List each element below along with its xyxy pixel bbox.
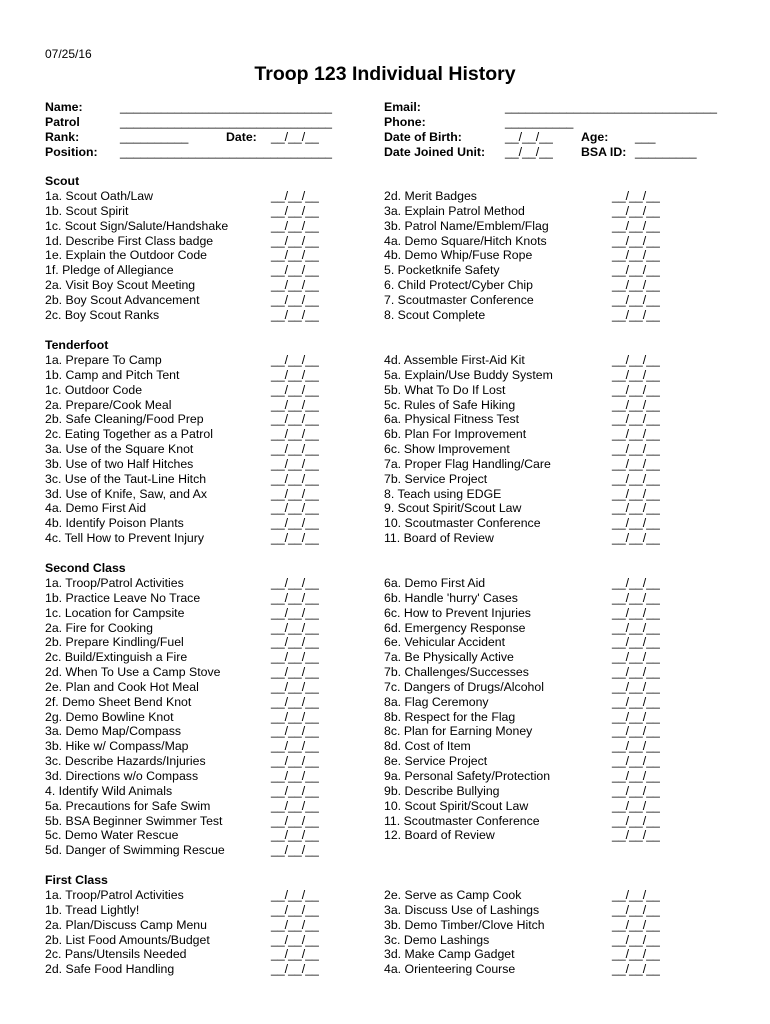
section-title: First Class <box>45 873 108 887</box>
date-completed-field[interactable]: __/__/__ <box>612 233 660 248</box>
date-completed-field[interactable]: __/__/__ <box>612 367 660 382</box>
date-completed-field[interactable]: __/__/__ <box>612 471 660 486</box>
requirement-label: 4a. Demo First Aid <box>45 501 147 516</box>
date-completed-field[interactable]: __/__/__ <box>612 590 660 605</box>
requirement-label: 1a. Troop/Patrol Activities <box>45 888 184 902</box>
requirement-label: 5d. Danger of Swimming Rescue <box>45 843 225 858</box>
date-completed-field[interactable]: __/__/__ <box>612 278 660 293</box>
requirement-label: 4a. Orienteering Course <box>384 962 516 977</box>
date-completed-field[interactable]: __/__/__ <box>271 263 319 278</box>
requirement-row <box>45 739 725 754</box>
date-completed-field[interactable]: __/__/__ <box>612 947 660 962</box>
requirement-label: 3c. Demo Lashings <box>384 932 490 947</box>
date-completed-field[interactable]: __/__/__ <box>271 724 319 739</box>
requirement-row <box>45 501 725 516</box>
document-date: 07/25/16 <box>45 47 92 61</box>
date-completed-field[interactable]: __/__/__ <box>612 442 660 457</box>
requirement-row <box>45 412 725 427</box>
requirement-label: 5. Pocketknife Safety <box>384 263 500 278</box>
requirement-label: 1a. Prepare To Camp <box>45 353 162 367</box>
requirement-row <box>45 457 725 472</box>
requirement-row <box>45 621 725 636</box>
requirement-label: 2e. Serve as Camp Cook <box>384 888 522 902</box>
requirement-label: 1c. Scout Sign/Salute/Handshake <box>45 218 229 233</box>
date-completed-field[interactable]: __/__/__ <box>612 783 660 798</box>
requirement-row <box>45 383 725 398</box>
date-completed-field[interactable]: __/__/__ <box>271 635 319 650</box>
requirement-label: 9a. Personal Safety/Protection <box>384 768 551 783</box>
requirement-row <box>45 353 725 368</box>
date-completed-field[interactable]: __/__/__ <box>612 635 660 650</box>
requirement-row <box>45 947 725 962</box>
requirement-label: 3c. Describe Hazards/Injuries <box>45 754 206 769</box>
email-field[interactable]: _______________________________ <box>505 100 718 114</box>
section-title: Tenderfoot <box>45 338 109 352</box>
requirement-label: 8b. Respect for the Flag <box>384 709 516 724</box>
requirement-label: 3b. Demo Timber/Clove Hitch <box>384 917 545 932</box>
requirement-label: 8d. Cost of Item <box>384 739 471 754</box>
requirement-label: 12. Board of Review <box>384 828 495 843</box>
requirement-row <box>45 784 725 799</box>
requirement-row <box>45 293 725 308</box>
position-label: Position: <box>45 145 98 159</box>
date-completed-field[interactable]: __/__/__ <box>612 203 660 218</box>
requirement-label: 2f. Demo Sheet Bend Knot <box>45 694 192 709</box>
date-completed-field[interactable]: __/__/__ <box>271 278 319 293</box>
requirement-label: 3a. Explain Patrol Method <box>384 203 525 218</box>
date-completed-field[interactable]: __/__/__ <box>612 576 660 590</box>
name-label: Name: <box>45 100 83 114</box>
requirement-label: 5b. BSA Beginner Swimmer Test <box>45 813 223 828</box>
date-completed-field[interactable]: __/__/__ <box>271 367 319 382</box>
date-completed-field[interactable]: __/__/__ <box>612 768 660 783</box>
requirement-row <box>45 263 725 278</box>
date-completed-field[interactable]: __/__/__ <box>612 486 660 501</box>
requirement-label: 6e. Vehicular Accident <box>384 635 505 650</box>
requirement-label: 6d. Emergency Response <box>384 620 526 635</box>
requirement-label: 4b. Identify Poison Plants <box>45 516 184 531</box>
date-completed-field[interactable]: __/__/__ <box>612 353 660 367</box>
requirement-label: 2g. Demo Bowline Knot <box>45 709 174 724</box>
date-completed-field[interactable]: __/__/__ <box>271 397 319 412</box>
date-completed-field[interactable]: __/__/__ <box>612 189 660 203</box>
date-completed-field[interactable]: __/__/__ <box>271 739 319 754</box>
date-completed-field[interactable]: __/__/__ <box>612 307 660 322</box>
position-field[interactable]: _______________________________ <box>120 145 333 159</box>
requirement-row <box>45 427 725 442</box>
date-completed-field[interactable]: __/__/__ <box>612 694 660 709</box>
requirement-label: 5c. Rules of Safe Hiking <box>384 397 516 412</box>
requirement-label: 11. Scoutmaster Conference <box>384 813 540 828</box>
requirement-row <box>45 248 725 263</box>
date-completed-field[interactable]: __/__/__ <box>271 307 319 322</box>
date-completed-field[interactable]: __/__/__ <box>271 486 319 501</box>
requirement-row <box>45 398 725 413</box>
date-completed-field[interactable]: __/__/__ <box>271 694 319 709</box>
date-completed-field[interactable]: __/__/__ <box>271 917 319 932</box>
date-completed-field[interactable]: __/__/__ <box>271 203 319 218</box>
requirement-label: 5a. Explain/Use Buddy System <box>384 367 553 382</box>
requirement-row <box>45 531 725 546</box>
email-label: Email: <box>384 100 421 114</box>
requirement-row <box>45 487 725 502</box>
date-completed-field[interactable]: __/__/__ <box>271 442 319 457</box>
requirement-row <box>45 591 725 606</box>
age-field[interactable]: ___ <box>635 130 656 144</box>
date-completed-field[interactable]: __/__/__ <box>271 679 319 694</box>
rank-field[interactable]: __________ <box>120 130 189 144</box>
date-completed-field[interactable]: __/__/__ <box>271 843 319 858</box>
bsa-id-field[interactable]: _________ <box>635 145 697 159</box>
section-first-class <box>45 873 725 977</box>
requirement-row <box>45 576 725 591</box>
requirement-label: 3b. Use of two Half Hitches <box>45 456 194 471</box>
requirement-label: 2d. When To Use a Camp Stove <box>45 665 221 680</box>
date-completed-field[interactable]: __/__/__ <box>612 263 660 278</box>
requirement-label: 3b. Hike w/ Compass/Map <box>45 739 189 754</box>
date-completed-field[interactable]: __/__/__ <box>612 724 660 739</box>
date-completed-field[interactable]: __/__/__ <box>271 531 319 546</box>
requirement-label: 3d. Directions w/o Compass <box>45 768 199 783</box>
requirement-row <box>45 606 725 621</box>
bsa-id-label: BSA ID: <box>581 145 627 159</box>
requirement-row <box>45 650 725 665</box>
requirement-label: 2d. Safe Food Handling <box>45 962 175 977</box>
date-completed-field[interactable]: __/__/__ <box>612 427 660 442</box>
date-completed-field[interactable]: __/__/__ <box>271 932 319 947</box>
dob-field[interactable]: __/__/__ <box>505 130 553 144</box>
requirement-label: 1c. Location for Campsite <box>45 605 185 620</box>
date-completed-field[interactable]: __/__/__ <box>271 798 319 813</box>
date-completed-field[interactable]: __/__/__ <box>271 947 319 962</box>
requirement-row <box>45 635 725 650</box>
requirement-label: 8e. Service Project <box>384 754 488 769</box>
requirement-label: 2a. Visit Boy Scout Meeting <box>45 278 196 293</box>
date-completed-field[interactable]: __/__/__ <box>612 813 660 828</box>
requirement-row <box>45 695 725 710</box>
date-completed-field[interactable]: __/__/__ <box>612 531 660 546</box>
requirement-label: 3a. Use of the Square Knot <box>45 442 194 457</box>
date-completed-field[interactable]: __/__/__ <box>271 427 319 442</box>
name-field[interactable]: _______________________________ <box>120 100 333 114</box>
requirement-label: 5a. Precautions for Safe Swim <box>45 798 211 813</box>
requirement-row <box>45 189 725 204</box>
requirement-row <box>45 814 725 829</box>
date-completed-field[interactable]: __/__/__ <box>612 665 660 680</box>
phone-field[interactable]: __________ <box>505 115 574 129</box>
date-completed-field[interactable]: __/__/__ <box>271 650 319 665</box>
date-completed-field[interactable]: __/__/__ <box>612 902 660 917</box>
requirement-label: 1b. Camp and Pitch Tent <box>45 367 180 382</box>
requirement-label: 4d. Assemble First-Aid Kit <box>384 353 525 367</box>
date-completed-field[interactable]: __/__/__ <box>612 754 660 769</box>
requirement-row <box>45 680 725 695</box>
requirement-label: 7b. Challenges/Successes <box>384 665 529 680</box>
date-completed-field[interactable]: __/__/__ <box>271 590 319 605</box>
date-completed-field[interactable]: __/__/__ <box>612 798 660 813</box>
date-completed-field[interactable]: __/__/__ <box>271 605 319 620</box>
requirement-label: 2c. Boy Scout Ranks <box>45 307 160 322</box>
date-completed-field[interactable]: __/__/__ <box>271 620 319 635</box>
requirement-label: 3b. Patrol Name/Emblem/Flag <box>384 218 549 233</box>
requirement-label: 2b. List Food Amounts/Budget <box>45 932 210 947</box>
date-completed-field[interactable]: __/__/__ <box>271 828 319 843</box>
date-completed-field[interactable]: __/__/__ <box>612 739 660 754</box>
patrol-field[interactable]: _______________________________ <box>120 115 333 129</box>
requirement-label: 1b. Scout Spirit <box>45 203 129 218</box>
requirement-row <box>45 724 725 739</box>
date-completed-field[interactable]: __/__/__ <box>271 516 319 531</box>
rank-date-field[interactable]: __/__/__ <box>271 130 319 144</box>
requirement-label: 7b. Service Project <box>384 471 488 486</box>
requirement-label: 6a. Physical Fitness Test <box>384 412 520 427</box>
date-completed-field[interactable]: __/__/__ <box>612 516 660 531</box>
requirement-row <box>45 918 725 933</box>
date-completed-field[interactable]: __/__/__ <box>612 828 660 843</box>
date-completed-field[interactable]: __/__/__ <box>271 382 319 397</box>
page-title: Troop 123 Individual History <box>254 63 516 85</box>
date-completed-field[interactable]: __/__/__ <box>612 382 660 397</box>
requirement-row <box>45 665 725 680</box>
date-completed-field[interactable]: __/__/__ <box>612 605 660 620</box>
requirement-row <box>45 828 725 843</box>
date-completed-field[interactable]: __/__/__ <box>271 783 319 798</box>
date-completed-field[interactable]: __/__/__ <box>271 754 319 769</box>
section-scout <box>45 174 725 323</box>
requirement-row <box>45 962 725 977</box>
requirement-label: 1f. Pledge of Allegiance <box>45 263 174 278</box>
requirement-label: 7c. Dangers of Drugs/Alcohol <box>384 679 544 694</box>
joined-label: Date Joined Unit: <box>384 145 486 159</box>
date-completed-field[interactable]: __/__/__ <box>612 709 660 724</box>
requirement-row <box>45 368 725 383</box>
date-completed-field[interactable]: __/__/__ <box>612 962 660 977</box>
date-completed-field[interactable]: __/__/__ <box>612 397 660 412</box>
requirement-label: 2a. Prepare/Cook Meal <box>45 397 172 412</box>
requirement-label: 6c. Show Improvement <box>384 442 510 457</box>
section-title: Scout <box>45 174 80 188</box>
requirement-row <box>45 472 725 487</box>
requirement-row <box>45 219 725 234</box>
requirement-label: 1c. Outdoor Code <box>45 382 143 397</box>
requirement-row <box>45 442 725 457</box>
date-completed-field[interactable]: __/__/__ <box>271 218 319 233</box>
requirement-label: 3c. Use of the Taut-Line Hitch <box>45 471 207 486</box>
date-completed-field[interactable]: __/__/__ <box>612 292 660 307</box>
date-completed-field[interactable]: __/__/__ <box>612 412 660 427</box>
requirement-label: 2b. Prepare Kindling/Fuel <box>45 635 184 650</box>
requirement-row <box>45 710 725 725</box>
requirement-label: 2b. Boy Scout Advancement <box>45 292 200 307</box>
requirement-label: 4c. Tell How to Prevent Injury <box>45 531 205 546</box>
date-completed-field[interactable]: __/__/__ <box>271 501 319 516</box>
requirement-label: 1b. Tread Lightly! <box>45 902 140 917</box>
date-completed-field[interactable]: __/__/__ <box>271 709 319 724</box>
date-completed-field[interactable]: __/__/__ <box>612 679 660 694</box>
date-completed-field[interactable]: __/__/__ <box>271 353 319 367</box>
requirement-label: 6. Child Protect/Cyber Chip <box>384 278 533 293</box>
requirement-label: 3a. Discuss Use of Lashings <box>384 902 540 917</box>
requirement-label: 4a. Demo Square/Hitch Knots <box>384 233 547 248</box>
date-completed-field[interactable]: __/__/__ <box>612 650 660 665</box>
requirement-label: 6b. Plan For Improvement <box>384 427 527 442</box>
requirement-label: 9. Scout Spirit/Scout Law <box>384 501 522 516</box>
section-second-class <box>45 561 725 858</box>
requirement-label: 2a. Plan/Discuss Camp Menu <box>45 917 207 932</box>
date-completed-field[interactable]: __/__/__ <box>612 248 660 263</box>
requirement-row <box>45 204 725 219</box>
requirement-label: 4b. Demo Whip/Fuse Rope <box>384 248 533 263</box>
requirement-row <box>45 308 725 323</box>
requirement-label: 7. Scoutmaster Conference <box>384 292 534 307</box>
requirement-label: 7a. Be Physically Active <box>384 650 514 665</box>
section-title: Second Class <box>45 561 126 575</box>
requirement-row <box>45 903 725 918</box>
requirement-label: 9b. Describe Bullying <box>384 783 500 798</box>
requirement-label: 1e. Explain the Outdoor Code <box>45 248 208 263</box>
date-completed-field[interactable]: __/__/__ <box>271 189 319 203</box>
requirement-row <box>45 769 725 784</box>
date-completed-field[interactable]: __/__/__ <box>271 292 319 307</box>
requirement-label: 1a. Scout Oath/Law <box>45 189 154 203</box>
age-label: Age: <box>581 130 609 144</box>
dob-label: Date of Birth: <box>384 130 462 144</box>
requirement-label: 1a. Troop/Patrol Activities <box>45 576 184 590</box>
date-completed-field[interactable]: __/__/__ <box>271 888 319 902</box>
date-completed-field[interactable]: __/__/__ <box>271 233 319 248</box>
date-completed-field[interactable]: __/__/__ <box>271 471 319 486</box>
requirement-label: 6c. How to Prevent Injuries <box>384 605 531 620</box>
requirement-row <box>45 754 725 769</box>
date-completed-field[interactable]: __/__/__ <box>271 248 319 263</box>
phone-label: Phone: <box>384 115 426 129</box>
requirement-label: 2c. Build/Extinguish a Fire <box>45 650 188 665</box>
requirement-row <box>45 234 725 249</box>
date-completed-field[interactable]: __/__/__ <box>271 412 319 427</box>
requirement-row <box>45 888 725 903</box>
requirement-label: 1b. Practice Leave No Trace <box>45 590 201 605</box>
section-tenderfoot <box>45 338 725 546</box>
patrol-label: Patrol <box>45 115 80 129</box>
date-completed-field[interactable]: __/__/__ <box>271 962 319 977</box>
requirement-label: 1d. Describe First Class badge <box>45 233 214 248</box>
requirement-row <box>45 516 725 531</box>
date-completed-field[interactable]: __/__/__ <box>271 576 319 590</box>
requirement-row <box>45 799 725 814</box>
date-completed-field[interactable]: __/__/__ <box>612 620 660 635</box>
date-completed-field[interactable]: __/__/__ <box>271 902 319 917</box>
requirement-label: 2a. Fire for Cooking <box>45 620 153 635</box>
requirement-label: 7a. Proper Flag Handling/Care <box>384 456 551 471</box>
joined-field[interactable]: __/__/__ <box>505 145 553 159</box>
date-completed-field[interactable]: __/__/__ <box>612 501 660 516</box>
requirement-label: 2c. Eating Together as a Patrol <box>45 427 213 442</box>
date-completed-field[interactable]: __/__/__ <box>612 917 660 932</box>
requirement-row <box>45 278 725 293</box>
requirement-row <box>45 933 725 948</box>
date-completed-field[interactable]: __/__/__ <box>271 813 319 828</box>
rank-date-label: Date: <box>226 130 257 144</box>
date-completed-field[interactable]: __/__/__ <box>612 932 660 947</box>
requirement-label: 5c. Demo Water Rescue <box>45 828 179 843</box>
date-completed-field[interactable]: __/__/__ <box>271 456 319 471</box>
requirement-label: 11. Board of Review <box>384 531 494 546</box>
requirement-label: 4. Identify Wild Animals <box>45 783 173 798</box>
requirement-label: 6a. Demo First Aid <box>384 576 486 590</box>
date-completed-field[interactable]: __/__/__ <box>612 218 660 233</box>
requirement-row <box>45 843 725 858</box>
requirement-label: 2c. Pans/Utensils Needed <box>45 947 187 962</box>
rank-label: Rank: <box>45 130 80 144</box>
requirement-label: 5b. What To Do If Lost <box>384 382 506 397</box>
requirement-label: 2d. Merit Badges <box>384 189 477 203</box>
requirement-label: 10. Scout Spirit/Scout Law <box>384 798 529 813</box>
date-completed-field[interactable]: __/__/__ <box>612 888 660 902</box>
requirement-label: 6b. Handle 'hurry' Cases <box>384 590 518 605</box>
date-completed-field[interactable]: __/__/__ <box>271 665 319 680</box>
requirement-label: 2b. Safe Cleaning/Food Prep <box>45 412 204 427</box>
requirement-label: 3a. Demo Map/Compass <box>45 724 182 739</box>
requirement-label: 3d. Use of Knife, Saw, and Ax <box>45 486 208 501</box>
requirement-label: 8. Scout Complete <box>384 307 486 322</box>
requirement-label: 8c. Plan for Earning Money <box>384 724 533 739</box>
requirement-label: 8a. Flag Ceremony <box>384 694 489 709</box>
requirement-label: 8. Teach using EDGE <box>384 486 502 501</box>
date-completed-field[interactable]: __/__/__ <box>612 456 660 471</box>
requirement-label: 2e. Plan and Cook Hot Meal <box>45 679 199 694</box>
requirement-label: 10. Scoutmaster Conference <box>384 516 541 531</box>
date-completed-field[interactable]: __/__/__ <box>271 768 319 783</box>
requirement-label: 3d. Make Camp Gadget <box>384 947 515 962</box>
